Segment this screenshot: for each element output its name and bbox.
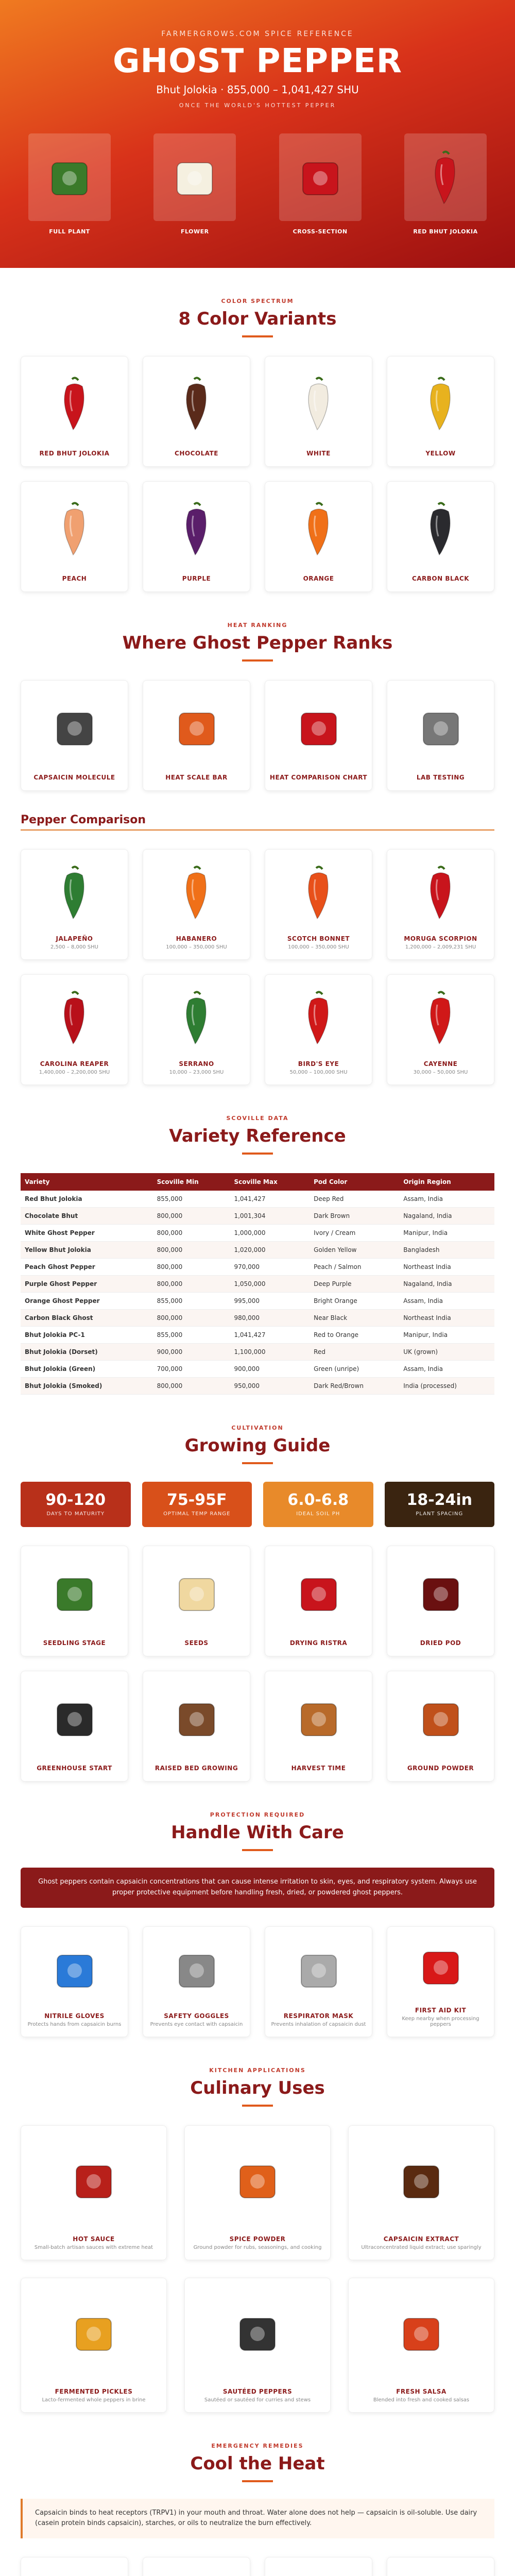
cool-grid [21,2557,494,2576]
card-label: SAUTÉED PEPPERS [222,2387,293,2395]
hero-subtitle: Bhut Jolokia · 855,000 – 1,041,427 SHU [156,83,359,96]
table-cell: Bhut Jolokia PC-1 [21,1327,153,1344]
ranks-grid [21,680,494,791]
stat-value: 90-120 [45,1491,106,1509]
table-row [21,1242,494,1259]
card-label: PURPLE [182,575,211,582]
pan-icon [233,2278,282,2388]
care-grid [21,1926,494,2037]
table-cell: 855,000 [153,1293,230,1310]
card [143,481,250,592]
section-kicker: HEAT RANKING [227,622,288,629]
growing-grid [21,1546,494,1782]
card-note: Prevents inhalation of capsaicin dust [271,2021,366,2027]
card [348,2278,494,2413]
hero-image-row [0,133,515,235]
section-kicker: EMERGENCY REMEDIES [211,2442,304,2449]
card [387,974,494,1085]
card-label: CAPSAICIN EXTRACT [383,2235,459,2243]
section-kicker: COLOR SPECTRUM [221,298,294,304]
comparison-grid [21,849,494,1085]
pepper-icon [404,133,487,221]
cross-section-icon [279,133,362,221]
card [143,1926,250,2037]
card-label: CAYENNE [423,1060,458,1067]
ice-cream-icon [416,2557,466,2576]
card-label: MORUGA SCORPION [404,935,477,942]
table-cell: 800,000 [153,1378,230,1395]
section-title: Growing Guide [184,1435,331,1456]
table-row [21,1327,494,1344]
table-cell: Peach Ghost Pepper [21,1259,153,1276]
section-kicker: SCOVILLE DATA [226,1115,289,1122]
scale-bar-icon [172,681,221,774]
card [387,1546,494,1656]
card [143,849,250,960]
ristra-icon [294,1546,344,1639]
table-cell: 980,000 [230,1310,310,1327]
card [387,2557,494,2576]
stat-tile [263,1482,373,1527]
table-cell: 900,000 [153,1344,230,1361]
care-section [0,1782,515,2037]
card [143,974,250,1085]
card-label: CAROLINA REAPER [40,1060,109,1067]
table-cell: Near Black [310,1310,399,1327]
card-label: RESPIRATOR MASK [283,2012,354,2020]
hero-card [28,133,111,235]
card-label: HEAT COMPARISON CHART [269,774,368,781]
table-cell: 855,000 [153,1191,230,1208]
stat-tile [385,1482,495,1527]
stat-tile [142,1482,252,1527]
pepper-icon [301,357,337,450]
card-note: Prevents eye contact with capsaicin [150,2021,243,2027]
growing-stats [21,1482,494,1527]
stat-label: OPTIMAL TEMP RANGE [163,1511,231,1517]
card-note: 1,200,000 – 2,009,231 SHU [405,944,476,950]
card [21,849,128,960]
hero-eyebrow: FARMERGROWS.COM SPICE REFERENCE [161,30,354,38]
pepper-icon [301,482,337,575]
title-underline [242,335,273,337]
hero-card-label: FLOWER [181,228,209,235]
table-cell: Northeast India [399,1259,494,1276]
card [21,680,128,791]
growing-section [0,1395,515,1782]
pepper-icon [423,482,459,575]
card [21,974,128,1085]
table-row [21,1191,494,1208]
card-label: SERRANO [179,1060,214,1067]
stat-tile [21,1482,131,1527]
table-row [21,1259,494,1276]
hero-card [279,133,362,235]
card-label: SEEDS [184,1639,209,1647]
card-note: 100,000 – 350,000 SHU [288,944,349,950]
card [21,1671,128,1782]
hot-sauce-icon [69,2126,118,2235]
salsa-bowl-icon [397,2278,446,2388]
table-cell: Bhut Jolokia (Dorset) [21,1344,153,1361]
table-cell: Orange Ghost Pepper [21,1293,153,1310]
card-note: 30,000 – 50,000 SHU [413,1070,468,1075]
stat-label: IDEAL SOIL PH [296,1511,340,1517]
table-cell: Carbon Black Ghost [21,1310,153,1327]
column-header: Scoville Min [153,1173,230,1191]
table-cell: Golden Yellow [310,1242,399,1259]
table-cell: 800,000 [153,1259,230,1276]
pepper-icon [423,850,459,935]
table-cell: Red to Orange [310,1327,399,1344]
comparison-heading: Pepper Comparison [21,814,494,831]
stat-value: 75-95F [167,1491,227,1509]
card [265,481,372,592]
spice-jar-icon [233,2126,282,2235]
card-label: HARVEST TIME [291,1765,346,1772]
table-cell: Green (unripe) [310,1361,399,1378]
table-cell: 1,100,000 [230,1344,310,1361]
card-note: Small-batch artisan sauces with extreme heat [34,2244,153,2250]
card-label: SCOTCH BONNET [287,935,350,942]
table-cell: Bhut Jolokia (Green) [21,1361,153,1378]
table-row [21,1225,494,1242]
card [143,1546,250,1656]
table-cell: Bhut Jolokia (Smoked) [21,1378,153,1395]
card-note: Lacto-fermented whole peppers in brine [42,2397,146,2403]
card [21,2125,167,2260]
card-label: RED BHUT JOLOKIA [39,450,110,457]
table-cell: Red Bhut Jolokia [21,1191,153,1208]
card-note: Keep nearby when processing peppers [402,2015,479,2027]
card-label: JALAPEÑO [56,935,93,942]
remedy-note: Capsaicin binds to heat receptors (TRPV1) in your mouth and throat. Water alone does not help — capsaicin is oil-soluble. Use dairy (casein protein binds capsaicin), starches, or oils to neutralize the burn effectively. [21,2499,494,2539]
title-underline [242,659,273,662]
section-kicker: KITCHEN APPLICATIONS [209,2066,306,2074]
goggles-icon [172,1927,221,2012]
table-cell: 800,000 [153,1310,230,1327]
dried-pod-icon [416,1546,466,1639]
hero-tagline: ONCE THE WORLD'S HOTTEST PEPPER [179,102,336,109]
pickle-jar-icon [69,2278,118,2388]
dropper-bottle-icon [397,2126,446,2235]
column-header: Scoville Max [230,1173,310,1191]
card-label: HEAT SCALE BAR [165,774,228,781]
pepper-icon [179,850,215,935]
table-cell: 900,000 [230,1361,310,1378]
card [387,356,494,467]
bread-icon [172,2557,221,2576]
table-row [21,1208,494,1225]
culinary-grid [21,2125,494,2413]
card-label: GROUND POWDER [407,1765,474,1772]
card-note: 10,000 – 23,000 SHU [169,1070,224,1075]
card [387,680,494,791]
hero-card [404,133,487,235]
card-label: CARBON BLACK [411,575,470,582]
card-label: RAISED BED GROWING [154,1765,238,1772]
card-label: WHITE [306,450,331,457]
card-note: Blended into fresh and cooked salsas [373,2397,470,2403]
table-cell: Dark Brown [310,1208,399,1225]
section-title: Cool the Heat [190,2453,325,2474]
card-label: HOT SAUCE [73,2235,115,2243]
table-header-row [21,1173,494,1191]
table-cell: Purple Ghost Pepper [21,1276,153,1293]
hero-card-label: CROSS-SECTION [293,228,348,235]
table-cell: 950,000 [230,1378,310,1395]
pepper-icon [57,850,93,935]
table-cell: Chocolate Bhut [21,1208,153,1225]
card-label: CAPSAICIN MOLECULE [33,774,115,781]
plant-icon [28,133,111,221]
table-cell: Assam, India [399,1361,494,1378]
seedling-icon [50,1546,99,1639]
milk-glass-icon [50,2557,99,2576]
card-label: FRESH SALSA [396,2387,447,2395]
section-kicker: PROTECTION REQUIRED [210,1811,305,1818]
card [184,2278,331,2413]
basket-icon [294,1671,344,1765]
culinary-section [0,2037,515,2413]
table-cell: Assam, India [399,1293,494,1310]
column-header: Pod Color [310,1173,399,1191]
table-cell: White Ghost Pepper [21,1225,153,1242]
table-body [21,1191,494,1395]
variety-table [21,1173,494,1395]
table-cell: 970,000 [230,1259,310,1276]
table-row [21,1344,494,1361]
pepper-icon [423,357,459,450]
variants-grid [21,356,494,592]
table-cell: Deep Purple [310,1276,399,1293]
card-label: PEACH [62,575,87,582]
stat-value: 18-24in [406,1491,473,1509]
card [143,356,250,467]
stat-label: PLANT SPACING [416,1511,464,1517]
gloves-icon [50,1927,99,2012]
table-row [21,1293,494,1310]
greenhouse-icon [50,1671,99,1765]
card-label: LAB TESTING [416,774,465,781]
card [265,1926,372,2037]
card-label: DRYING RISTRA [289,1639,348,1647]
molecule-icon [50,681,99,774]
title-underline [242,1849,273,1851]
table-cell: 1,001,304 [230,1208,310,1225]
table-cell: 800,000 [153,1225,230,1242]
table-cell: Northeast India [399,1310,494,1327]
card-label: FIRST AID KIT [415,2006,467,2014]
title-underline [242,2480,273,2482]
section-title: 8 Color Variants [178,309,337,329]
table-cell: 1,041,427 [230,1327,310,1344]
card-label: YELLOW [425,450,456,457]
table-cell: 995,000 [230,1293,310,1310]
card [143,1671,250,1782]
card-label: FERMENTED PICKLES [55,2387,133,2395]
card-note: Ultraconcentrated liquid extract; use sparingly [361,2244,482,2250]
pepper-icon [57,482,93,575]
powder-icon [416,1671,466,1765]
lab-icon [416,681,466,774]
table-cell: Yellow Bhut Jolokia [21,1242,153,1259]
hero-card-label: RED BHUT JOLOKIA [413,228,478,235]
raised-bed-icon [172,1671,221,1765]
variety-section [0,1085,515,1395]
table-cell: Red [310,1344,399,1361]
hero-banner [0,0,515,268]
table-row [21,1378,494,1395]
card [387,1671,494,1782]
card [265,1546,372,1656]
card-label: NITRILE GLOVES [44,2012,105,2020]
seeds-icon [172,1546,221,1639]
card [21,356,128,467]
card [21,2557,128,2576]
card-label: DRIED POD [420,1639,461,1647]
section-title: Handle With Care [171,1822,344,1843]
table-row [21,1361,494,1378]
column-header: Variety [21,1173,153,1191]
table-cell: Nagaland, India [399,1208,494,1225]
card [265,356,372,467]
pepper-icon [301,850,337,935]
table-cell: Deep Red [310,1191,399,1208]
card [184,2125,331,2260]
title-underline [242,1153,273,1155]
first-aid-icon [416,1927,466,2007]
stat-label: DAYS TO MATURITY [46,1511,105,1517]
card-note: 1,400,000 – 2,200,000 SHU [39,1070,110,1075]
hero-card [153,133,236,235]
pepper-icon [179,482,215,575]
card-note: Sautéed or sautéed for curries and stews [204,2397,311,2403]
variants-section [0,268,515,592]
card [265,1671,372,1782]
card [387,849,494,960]
table-cell: 700,000 [153,1361,230,1378]
column-header: Origin Region [399,1173,494,1191]
title-underline [242,2105,273,2107]
cool-section [0,2413,515,2576]
card-note: 50,000 – 100,000 SHU [289,1070,348,1075]
table-cell: 1,041,427 [230,1191,310,1208]
card-note: 100,000 – 350,000 SHU [166,944,227,950]
card [265,2557,372,2576]
card [143,680,250,791]
table-cell: 800,000 [153,1276,230,1293]
card [21,1546,128,1656]
card-label: HABANERO [176,935,217,942]
table-cell: 1,000,000 [230,1225,310,1242]
yogurt-icon [294,2557,344,2576]
table-cell: 1,020,000 [230,1242,310,1259]
card [21,481,128,592]
card-label: CHOCOLATE [175,450,218,457]
table-cell: UK (grown) [399,1344,494,1361]
table-cell: Bright Orange [310,1293,399,1310]
table-cell: 800,000 [153,1242,230,1259]
table-row [21,1310,494,1327]
pepper-icon [57,975,93,1060]
card [348,2125,494,2260]
card [387,1926,494,2037]
card-label: SEEDLING STAGE [43,1639,106,1647]
card-label: SPICE POWDER [229,2235,286,2243]
table-cell: 800,000 [153,1208,230,1225]
card [265,680,372,791]
table-cell: Assam, India [399,1191,494,1208]
table-cell: 855,000 [153,1327,230,1344]
ranks-section [0,592,515,1085]
card [21,2278,167,2413]
card [143,2557,250,2576]
card [387,481,494,592]
pepper-icon [301,975,337,1060]
pepper-icon [423,975,459,1060]
hero-card-label: FULL PLANT [49,228,90,235]
table-cell: Dark Red/Brown [310,1378,399,1395]
table-cell: Peach / Salmon [310,1259,399,1276]
section-title: Variety Reference [169,1126,346,1146]
table-cell: 1,050,000 [230,1276,310,1293]
section-kicker: CULTIVATION [231,1425,284,1431]
pepper-icon [179,975,215,1060]
card-note: Protects hands from capsaicin burns [27,2021,122,2027]
table-row [21,1276,494,1293]
pepper-icon [179,357,215,450]
section-title: Where Ghost Pepper Ranks [122,633,393,653]
table-cell: Nagaland, India [399,1276,494,1293]
card-label: SAFETY GOGGLES [164,2012,229,2020]
card [265,974,372,1085]
stat-value: 6.0-6.8 [287,1491,349,1509]
title-underline [242,1462,273,1464]
card-label: GREENHOUSE START [37,1765,112,1772]
table-cell: Bangladesh [399,1242,494,1259]
page-title: GHOST PEPPER [113,42,402,80]
pepper-icon [57,357,93,450]
comparison-chart-icon [294,681,344,774]
table-cell: Manipur, India [399,1225,494,1242]
card [265,849,372,960]
table-cell: Manipur, India [399,1327,494,1344]
card-note: 2,500 – 8,000 SHU [50,944,98,950]
mask-icon [294,1927,344,2012]
table-cell: Ivory / Cream [310,1225,399,1242]
flower-icon [153,133,236,221]
card-label: ORANGE [303,575,334,582]
card-note: Ground powder for rubs, seasonings, and cooking [193,2244,322,2250]
card-label: BIRD'S EYE [298,1060,339,1067]
section-title: Culinary Uses [190,2077,325,2098]
card [21,1926,128,2037]
safety-alert: Ghost peppers contain capsaicin concentrations that can cause intense irritation to skin, eyes, and respiratory system. Always use proper protective equipment before handling fresh, dried, or powdered ghost peppers. [21,1868,494,1908]
table-cell: India (processed) [399,1378,494,1395]
